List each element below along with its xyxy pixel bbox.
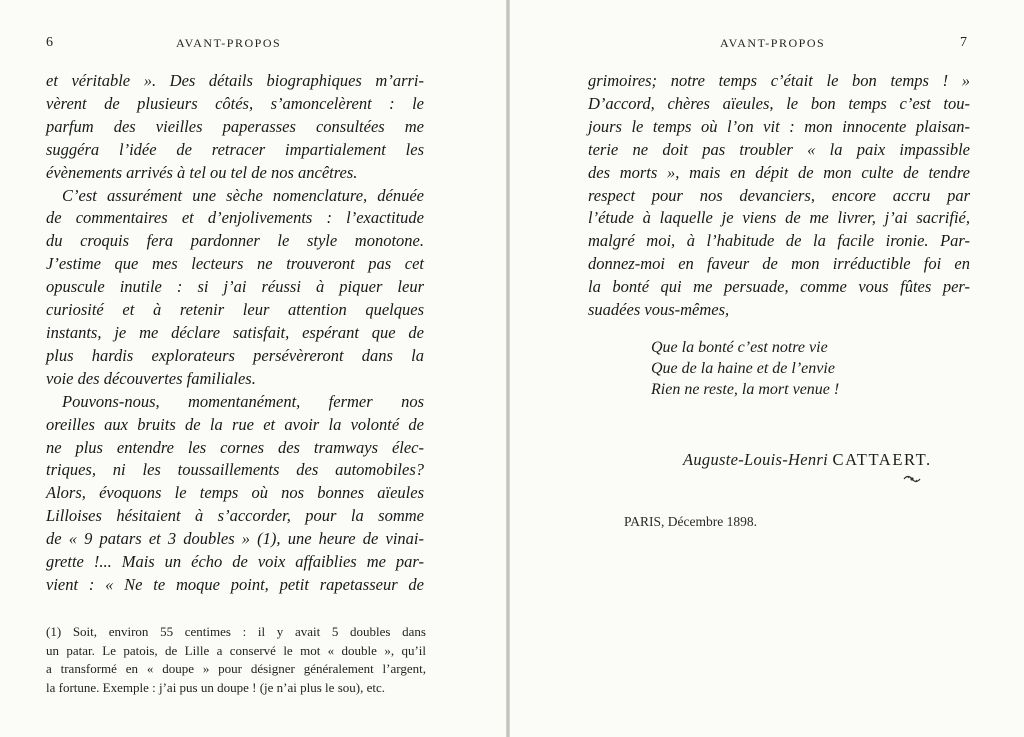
right-body-text	[588, 70, 970, 322]
text-line: Lilloises hésitaient à s’accorder, pour la somme	[46, 506, 424, 526]
right-page-number: 7	[960, 35, 967, 50]
text-line: des morts », mais en dépit de mon culte de tendre	[588, 162, 970, 182]
text-line: instants, je me déclare satisfait, espérant que de	[46, 322, 424, 342]
text-line: oreilles aux bruits de la rue et avoir la volonté de	[46, 414, 424, 434]
left-running-head: AVANT-PROPOS	[176, 36, 282, 50]
text-line: de « 9 patars et 3 doubles » (1), une heure de vinai-	[46, 529, 424, 549]
text-line: terie ne doit pas troubler « la paix impassible	[588, 139, 970, 159]
text-line: opuscule inutile : si j’ai réussi à piquer leur	[46, 277, 424, 297]
text-line: et véritable ». Des détails biographiques m’arri-	[46, 71, 424, 90]
text-line: évènements arrivés à tel ou tel de nos ancêtres.	[46, 162, 358, 182]
printer-ornament-icon	[903, 470, 921, 489]
text-line: C’est assurément une sèche nomenclature, dénuée	[62, 185, 424, 205]
verse-line: Que de la haine et de l’envie	[651, 360, 835, 377]
footnote-line: a transformé en « doupe » pour désigner généralement l’argent,	[46, 661, 426, 676]
text-line: l’étude à laquelle je viens de me livrer, j’ai sacrifié,	[588, 208, 970, 228]
text-line: Pouvons-nous, momentanément, fermer nos	[62, 391, 424, 411]
text-line: triques, ni les toussaillements des automobiles?	[46, 460, 424, 480]
left-body-text	[46, 70, 424, 597]
text-line: malgré moi, à l’habitude de la facile ironie. Par-	[588, 231, 970, 251]
text-line: parfum des vieilles paperasses consultées me	[46, 116, 424, 136]
text-line: de commentaires et d’enjolivements : l’exactitude	[46, 208, 424, 228]
text-line: vèrent de plusieurs côtés, s’amoncelèrent : le	[46, 93, 424, 113]
text-line: donnez-moi en faveur de mon irréductible foi en	[588, 254, 970, 274]
text-line: vient : « Ne te moque point, petit rapetasseur de	[46, 574, 424, 594]
dateline: PARIS, Décembre 1898.	[624, 514, 757, 529]
verse-quotation	[651, 337, 839, 400]
text-line: du croquis fera pardonner le style monotone.	[46, 231, 424, 251]
footnote-line: un patar. Le patois, de Lille a conservé le mot « double », qu’il	[46, 642, 426, 658]
text-line: ne plus entendre les cornes des tramways élec-	[46, 437, 424, 457]
author-surname: CATTAERT.	[832, 450, 932, 469]
text-line: curiosité et à retenir leur attention quelques	[46, 300, 424, 320]
footnote-line: (1) Soit, environ 55 centimes : il y avait 5 doubles dans	[46, 624, 426, 639]
left-page-number: 6	[46, 35, 53, 50]
footnote-line: la fortune. Exemple : j’ai pus un doupe ! (je n’ai plus le sou), etc.	[46, 679, 385, 695]
footnote	[46, 623, 426, 697]
text-line: suadées vous-mêmes,	[588, 300, 730, 320]
text-line: respect pour nos devanciers, encore accru par	[588, 185, 970, 205]
text-line: Alors, évoquons le temps où nos bonnes aïeules	[46, 483, 424, 503]
text-line: jours le temps où l’on vit : mon innocente plaisan-	[588, 116, 970, 136]
text-line: voie des découvertes familiales.	[46, 368, 256, 388]
text-line: grette !... Mais un écho de voix affaiblies me par-	[46, 552, 424, 572]
text-line: suggéra l’idée de retracer impartialement les	[46, 139, 424, 159]
verse-line: Que la bonté c’est notre vie	[651, 339, 828, 356]
author-signature	[683, 450, 932, 470]
author-given-names: Auguste-Louis-Henri	[683, 450, 829, 469]
right-running-head: AVANT-PROPOS	[720, 36, 826, 50]
verse-line: Rien ne reste, la mort venue !	[651, 381, 840, 398]
text-line: D’accord, chères aïeules, le bon temps c’est tou-	[588, 93, 970, 113]
text-line: plus hardis explorateurs persévèreront dans la	[46, 345, 424, 365]
text-line: la bonté qui me persuade, comme vous fûtes per-	[588, 277, 970, 297]
text-line: grimoires; notre temps c’était le bon temps ! »	[588, 71, 970, 90]
text-line: J’estime que mes lecteurs ne trouveront pas cet	[46, 254, 424, 274]
